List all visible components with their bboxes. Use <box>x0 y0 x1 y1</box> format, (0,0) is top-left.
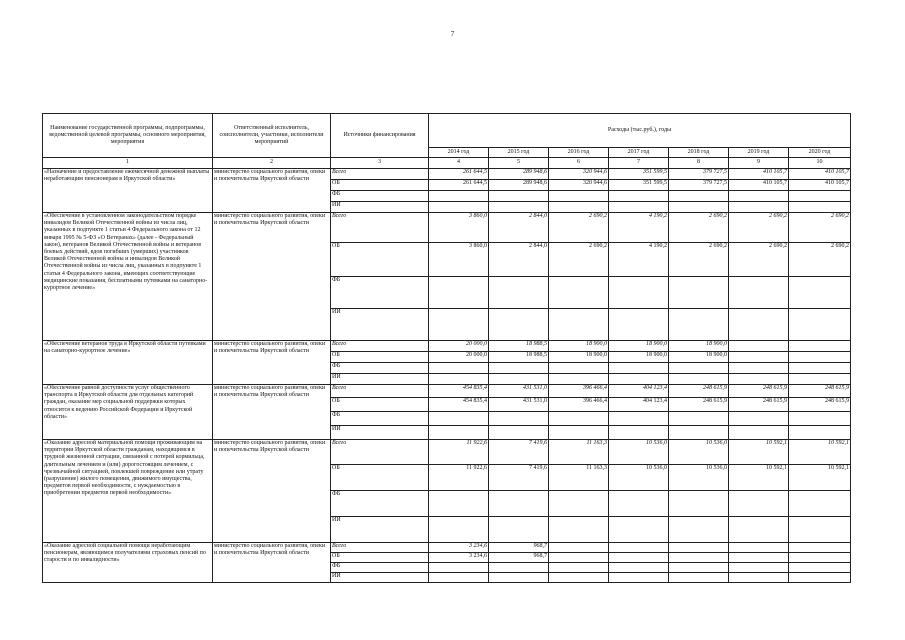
column-index: 5 <box>489 158 549 169</box>
expense-value: 18 988,5 <box>489 352 549 363</box>
expense-value <box>789 309 851 341</box>
expense-value <box>669 426 729 440</box>
expense-value: 248 615,9 <box>729 398 789 412</box>
header-year: 2017 год <box>609 148 669 158</box>
funding-source: ФБ <box>331 277 429 309</box>
program-name: «Обеспечение равной доступности услуг общественного транспорта в Иркутской области для отдельных категорий граждан, оказание мер социальной поддержки которых относится к ведению Российской Федерации и Иркутской области» <box>43 385 213 440</box>
expense-value <box>429 363 489 374</box>
expense-value: 410 105,7 <box>729 169 789 180</box>
column-index: 8 <box>669 158 729 169</box>
expense-value <box>789 277 851 309</box>
expense-value <box>789 563 851 573</box>
expense-value <box>729 202 789 213</box>
column-index: 1 <box>43 158 213 169</box>
expense-value <box>429 573 489 583</box>
expense-value: 248 615,9 <box>789 385 851 398</box>
expense-value: 351 599,5 <box>609 180 669 191</box>
expense-value <box>429 191 489 202</box>
expense-value: 18 900,0 <box>669 341 729 352</box>
header-expenses: Расходы (тыс.руб.), годы <box>429 114 851 148</box>
expense-value: 4 190,2 <box>609 243 669 277</box>
expense-value <box>489 309 549 341</box>
expense-value: 11 163,3 <box>549 440 609 465</box>
expense-value <box>789 553 851 563</box>
expense-value <box>489 491 549 517</box>
expense-value: 261 644,5 <box>429 169 489 180</box>
expense-value: 20 000,0 <box>429 352 489 363</box>
expense-value <box>429 374 489 385</box>
expense-value <box>729 341 789 352</box>
expense-value <box>549 517 609 543</box>
expense-value <box>789 202 851 213</box>
expense-value: 18 900,0 <box>549 341 609 352</box>
program-name: «Назначение и предоставление ежемесячной денежной выплаты неработающим пенсионерам в Иркутской области» <box>43 169 213 213</box>
expense-value: 7 419,6 <box>489 440 549 465</box>
header-year: 2015 год <box>489 148 549 158</box>
funding-source: Всего <box>331 341 429 352</box>
funding-source: ОБ <box>331 243 429 277</box>
expense-value <box>669 517 729 543</box>
expense-value <box>669 573 729 583</box>
expense-value <box>729 553 789 563</box>
table-row <box>43 543 851 553</box>
expense-value <box>549 277 609 309</box>
expense-value: 20 000,0 <box>429 341 489 352</box>
expense-value <box>609 543 669 553</box>
expense-value <box>609 277 669 309</box>
expense-value <box>609 191 669 202</box>
expense-value: 10 592,1 <box>729 465 789 491</box>
expense-value: 18 988,5 <box>489 341 549 352</box>
expense-value: 3 860,0 <box>429 243 489 277</box>
funding-source: ИИ <box>331 517 429 543</box>
expense-value <box>729 412 789 426</box>
budget-body <box>43 169 851 583</box>
expense-value <box>789 517 851 543</box>
executor-name: министерство социального развития, опеки и попечительства Иркутской области <box>213 213 331 341</box>
expense-value <box>609 573 669 583</box>
expense-value <box>549 491 609 517</box>
expense-value <box>729 517 789 543</box>
expense-value: 4 190,2 <box>609 213 669 243</box>
header-year: 2016 год <box>549 148 609 158</box>
funding-source: ФБ <box>331 191 429 202</box>
expense-value <box>729 573 789 583</box>
funding-source: Всего <box>331 440 429 465</box>
column-index: 10 <box>789 158 851 169</box>
program-name: «Оказание адресной социальной помощи неработающим пенсионерам, являющимся получателями страховых пенсий по старости и по инвалидности» <box>43 543 213 583</box>
program-name: «Обеспечение в установленном законодательством порядке инвалидов Великой Отечественной войны из числа лиц, указанных в подпункте 1 статьи 4 Федерального закона от 12 января 1995 № 5-ФЗ «О Ветеранах» (далее - Федеральный закон), ветеранов Великой Отечественной войны и ветеранов боевых действий, вдов погибших (умерших) участников Великой Отечественной войны и инвалидов Великой Отечественной войны из числа лиц, указанных в подпункте 1 статьи 4 Федерального закона, имеющих соответствующие медицинские показания, бесплатными путевками на санаторно-курортное лечение» <box>43 213 213 341</box>
expense-value <box>729 191 789 202</box>
expense-value: 289 948,6 <box>489 180 549 191</box>
expense-value <box>669 277 729 309</box>
expense-value <box>609 309 669 341</box>
program-name: «Оказание адресной материальной помощи проживающим на территории Иркутской области гражданам, находящимся в трудной жизненной ситуации, связанной с потерей кормильца, длительным лечением и (или) дорогостоящим лечением, с чрезвычайной ситуацией, повлекшей повреждение или утрату (разрушение) жилого помещения, движимого имущества, предметов первой необходимости, с нуждаемостью в приобретении предметов первой необходимости» <box>43 440 213 543</box>
expense-value <box>489 563 549 573</box>
funding-source: Всего <box>331 213 429 243</box>
funding-source: ОБ <box>331 465 429 491</box>
column-index: 3 <box>331 158 429 169</box>
expense-value: 10 592,1 <box>729 440 789 465</box>
expense-value: 379 727,5 <box>669 180 729 191</box>
funding-source: ИИ <box>331 426 429 440</box>
expense-value <box>789 573 851 583</box>
expense-value <box>789 543 851 553</box>
expense-value: 410 105,7 <box>729 180 789 191</box>
funding-source: ИИ <box>331 309 429 341</box>
expense-value <box>789 491 851 517</box>
expense-value <box>429 202 489 213</box>
expense-value <box>609 363 669 374</box>
expense-value: 289 948,6 <box>489 169 549 180</box>
expense-value <box>669 543 729 553</box>
funding-source: ОБ <box>331 352 429 363</box>
expense-value: 379 727,5 <box>669 169 729 180</box>
expense-value: 10 592,1 <box>789 465 851 491</box>
expense-value <box>489 374 549 385</box>
expense-value <box>669 491 729 517</box>
expense-value: 2 844,0 <box>489 213 549 243</box>
expense-value: 261 644,5 <box>429 180 489 191</box>
expense-value: 18 900,0 <box>609 341 669 352</box>
executor-name: министерство социального развития, опеки и попечительства Иркутской области <box>213 385 331 440</box>
executor-name: министерство социального развития, опеки и попечительства Иркутской области <box>213 341 331 385</box>
header-year: 2018 год <box>669 148 729 158</box>
expense-value: 320 944,6 <box>549 169 609 180</box>
expense-value <box>729 309 789 341</box>
expense-value: 396 466,4 <box>549 385 609 398</box>
column-index: 6 <box>549 158 609 169</box>
expense-value: 431 531,0 <box>489 398 549 412</box>
expense-value <box>549 374 609 385</box>
expense-value <box>429 309 489 341</box>
expense-value <box>789 191 851 202</box>
expense-value: 2 690,2 <box>669 243 729 277</box>
funding-source: ИИ <box>331 573 429 583</box>
funding-source: ОБ <box>331 398 429 412</box>
executor-name: министерство социального развития, опеки и попечительства Иркутской области <box>213 543 331 583</box>
expense-value <box>489 277 549 309</box>
expense-value <box>789 341 851 352</box>
budget-table <box>42 113 851 583</box>
funding-source: ИИ <box>331 202 429 213</box>
expense-value: 10 536,0 <box>669 465 729 491</box>
expense-value: 2 690,2 <box>549 243 609 277</box>
expense-value: 11 922,6 <box>429 465 489 491</box>
expense-value <box>669 374 729 385</box>
table-row <box>43 440 851 465</box>
expense-value: 248 615,9 <box>729 385 789 398</box>
expense-value: 11 163,3 <box>549 465 609 491</box>
expense-value: 7 419,6 <box>489 465 549 491</box>
column-index: 2 <box>213 158 331 169</box>
header-year: 2020 год <box>789 148 851 158</box>
expense-value: 404 123,4 <box>609 398 669 412</box>
expense-value <box>489 573 549 583</box>
expense-value: 3 234,6 <box>429 543 489 553</box>
expense-value: 2 690,2 <box>729 213 789 243</box>
funding-source: Всего <box>331 169 429 180</box>
expense-value <box>729 543 789 553</box>
table-row <box>43 385 851 398</box>
expense-value <box>489 202 549 213</box>
expense-value: 320 944,6 <box>549 180 609 191</box>
expense-value <box>669 363 729 374</box>
expense-value: 2 690,2 <box>729 243 789 277</box>
expense-value <box>609 491 669 517</box>
funding-source: ФБ <box>331 412 429 426</box>
expense-value <box>489 426 549 440</box>
header-source: Источники финансирования <box>331 114 429 158</box>
expense-value <box>609 202 669 213</box>
expense-value: 10 536,0 <box>609 440 669 465</box>
expense-value <box>429 517 489 543</box>
expense-value <box>789 374 851 385</box>
expense-value <box>549 563 609 573</box>
expense-value: 248 615,9 <box>669 398 729 412</box>
expense-value <box>789 412 851 426</box>
expense-value <box>609 426 669 440</box>
expense-value: 18 900,0 <box>609 352 669 363</box>
executor-name: министерство социального развития, опеки и попечительства Иркутской области <box>213 169 331 213</box>
expense-value <box>549 553 609 563</box>
program-name: «Обеспечение ветеранов труда в Иркутской области путевками на санаторно-курортное лечение» <box>43 341 213 385</box>
expense-value: 248 615,9 <box>789 398 851 412</box>
expense-value <box>789 363 851 374</box>
expense-value <box>729 491 789 517</box>
expense-value <box>729 374 789 385</box>
expense-value <box>609 563 669 573</box>
page-number: 7 <box>450 30 455 38</box>
expense-value <box>729 426 789 440</box>
expense-value <box>609 553 669 563</box>
expense-value: 396 466,4 <box>549 398 609 412</box>
funding-source: Всего <box>331 543 429 553</box>
expense-value <box>549 309 609 341</box>
expense-value <box>669 202 729 213</box>
expense-value <box>789 426 851 440</box>
expense-value: 351 599,5 <box>609 169 669 180</box>
funding-source: ОБ <box>331 553 429 563</box>
expense-value: 410 105,7 <box>789 169 851 180</box>
table-row <box>43 341 851 352</box>
expense-value <box>549 426 609 440</box>
expense-value: 18 900,0 <box>549 352 609 363</box>
expense-value: 18 900,0 <box>669 352 729 363</box>
funding-source: ИИ <box>331 374 429 385</box>
expense-value <box>729 563 789 573</box>
expense-value: 10 536,0 <box>609 465 669 491</box>
expense-value <box>489 191 549 202</box>
expense-value <box>489 412 549 426</box>
funding-source: ОБ <box>331 180 429 191</box>
expense-value: 454 835,4 <box>429 385 489 398</box>
expense-value <box>549 202 609 213</box>
header-executor: Ответственный исполнитель, соисполнители, участники, исполнители мероприятий <box>213 114 331 158</box>
column-index: 4 <box>429 158 489 169</box>
expense-value <box>489 363 549 374</box>
expense-value <box>549 191 609 202</box>
expense-value <box>549 412 609 426</box>
expense-value <box>609 517 669 543</box>
table-row <box>43 169 851 180</box>
expense-value: 3 860,0 <box>429 213 489 243</box>
expense-value: 2 690,2 <box>669 213 729 243</box>
funding-source: ФБ <box>331 563 429 573</box>
expense-value <box>669 309 729 341</box>
expense-value: 2 690,2 <box>789 243 851 277</box>
header-year: 2019 год <box>729 148 789 158</box>
expense-value: 2 844,0 <box>489 243 549 277</box>
expense-value <box>489 517 549 543</box>
expense-value: 968,7 <box>489 543 549 553</box>
expense-value <box>429 277 489 309</box>
expense-value <box>609 374 669 385</box>
expense-value <box>429 412 489 426</box>
expense-value: 11 922,6 <box>429 440 489 465</box>
expense-value: 2 690,2 <box>789 213 851 243</box>
column-index: 7 <box>609 158 669 169</box>
expense-value <box>549 573 609 583</box>
table-row <box>43 213 851 243</box>
expense-value: 2 690,2 <box>549 213 609 243</box>
expense-value <box>669 553 729 563</box>
expense-value <box>669 191 729 202</box>
expense-value <box>429 491 489 517</box>
funding-source: Всего <box>331 385 429 398</box>
expense-value: 404 123,4 <box>609 385 669 398</box>
expense-value: 968,7 <box>489 553 549 563</box>
expense-value: 454 835,4 <box>429 398 489 412</box>
expense-value <box>429 426 489 440</box>
header-name: Наименование государственной программы, подпрограммы, ведомственной целевой программы, основного мероприятия, мероприятия <box>43 114 213 158</box>
expense-value: 410 105,7 <box>789 180 851 191</box>
expense-value <box>669 563 729 573</box>
header-year: 2014 год <box>429 148 489 158</box>
expense-value: 10 536,0 <box>669 440 729 465</box>
expense-value <box>789 352 851 363</box>
funding-source: ФБ <box>331 491 429 517</box>
expense-value <box>669 412 729 426</box>
column-index: 9 <box>729 158 789 169</box>
expense-value: 10 592,1 <box>789 440 851 465</box>
expense-value <box>549 363 609 374</box>
expense-value: 3 234,6 <box>429 553 489 563</box>
expense-value <box>729 277 789 309</box>
expense-value <box>609 412 669 426</box>
expense-value: 431 531,0 <box>489 385 549 398</box>
expense-value <box>729 363 789 374</box>
expense-value: 248 615,9 <box>669 385 729 398</box>
expense-value <box>429 563 489 573</box>
executor-name: министерство социального развития, опеки и попечительства Иркутской области <box>213 440 331 543</box>
expense-value <box>729 352 789 363</box>
expense-value <box>549 543 609 553</box>
funding-source: ФБ <box>331 363 429 374</box>
